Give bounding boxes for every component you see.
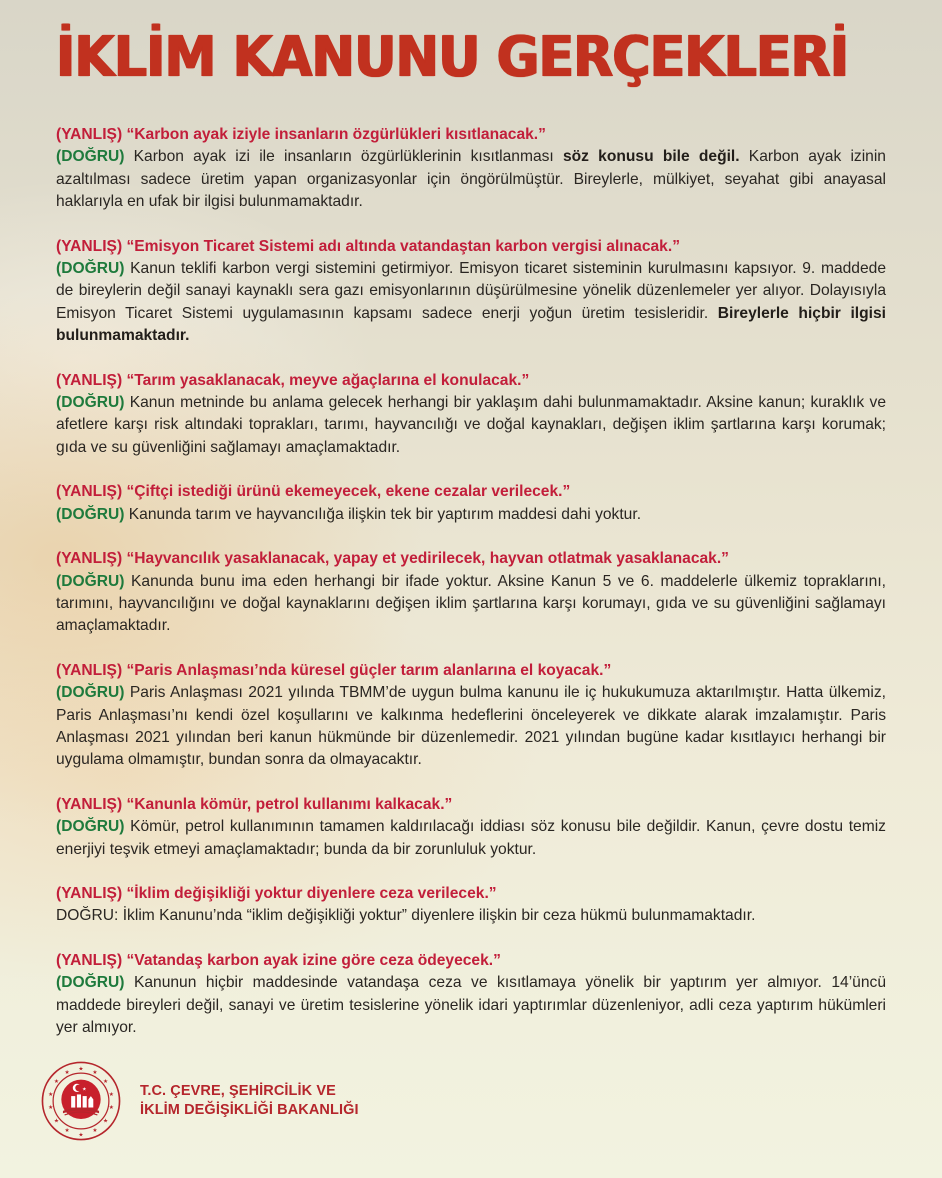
false-claim-line <box>56 370 886 392</box>
false-claim-line <box>56 883 886 905</box>
answer-text: Kanun metninde bu anlama gelecek herhangi bir yaklaşım dahi bulunmamaktadır. Aksine kanun; kuraklık ve afetlere karşı risk altındaki toprakları, tarımı, hayvancılığı ve doğal kaynakları, değişen iklim şartlarına karşı korumak; gıda ve su güvenliğini sağlamayı amaçlamaktadır. <box>56 394 886 456</box>
fact-item <box>56 548 886 638</box>
false-claim-line <box>56 236 886 258</box>
svg-text:★: ★ <box>48 1105 54 1112</box>
svg-text:★: ★ <box>64 1069 70 1076</box>
footer <box>40 1060 359 1142</box>
svg-text:★: ★ <box>53 1118 59 1125</box>
answer-text: Kömür, petrol kullanımının tamamen kaldırılacağı iddiası söz konusu bile değildir. Kanun, çevre dostu temiz enerjiyi teşvik etmeyi amaçlamaktadır; bunda da bir zorunluluk yoktur. <box>56 818 886 858</box>
svg-text:★: ★ <box>82 1087 87 1093</box>
false-claim-line <box>56 481 886 503</box>
ministry-line-2: İKLİM DEĞİŞİKLİĞİ BAKANLIĞI <box>140 1102 359 1118</box>
true-label: (DOĞRU) <box>56 148 125 166</box>
true-answer-line <box>56 392 886 459</box>
false-label: (YANLIŞ) <box>56 483 123 501</box>
true-label: (DOĞRU) <box>56 394 125 412</box>
svg-text:★: ★ <box>103 1078 109 1085</box>
svg-text:★: ★ <box>103 1118 109 1125</box>
true-label-plain: DOĞRU: <box>56 907 119 925</box>
true-label: (DOĞRU) <box>56 505 125 523</box>
ministry-line-1: T.C. ÇEVRE, ŞEHİRCİLİK VE <box>140 1083 336 1099</box>
fact-item <box>56 950 886 1040</box>
fact-item <box>56 794 886 861</box>
svg-text:★: ★ <box>78 1066 84 1073</box>
answer-text: Paris Anlaşması 2021 yılında TBMM’de uygun bulma kanunu ile iç hukukumuza aktarılmıştır. Hatta ülkemiz, Paris Anlaşması’nı kendi özel koşullarını ve kalkınma hedeflerini önceleyerek ve dikkate alarak imzalamıştır. Paris Anlaşması 2021 yılından beri kanun hükmünde bir düzenlemedir. 2021 yılından bugüne kadar kısıtlayıcı herhangi bir uygulama olmamıştır, bundan sonra da olmayacaktır. <box>56 684 886 769</box>
ministry-seal-icon <box>40 1060 122 1142</box>
true-answer-line <box>56 905 886 927</box>
answer-emphasis: Bireylerle hiçbir ilgisi bulunmamaktadır. <box>56 304 886 345</box>
svg-text:★: ★ <box>48 1092 54 1099</box>
fact-item <box>56 236 886 348</box>
false-claim: “Kanunla kömür, petrol kullanımı kalkacak.” <box>126 795 453 813</box>
false-label: (YANLIŞ) <box>56 237 123 255</box>
false-label: (YANLIŞ) <box>56 795 123 813</box>
page-title: İKLİM KANUNU GERÇEKLERİ <box>56 25 849 90</box>
true-label: (DOĞRU) <box>56 974 125 992</box>
false-claim-line <box>56 950 886 972</box>
true-answer-line <box>56 146 886 213</box>
false-claim-line <box>56 548 886 570</box>
false-claim: “Çiftçi istediği ürünü ekemeyecek, ekene cezalar verilecek.” <box>126 483 571 501</box>
false-claim: “Paris Anlaşması’nda küresel güçler tarım alanlarına el koyacak.” <box>126 661 612 679</box>
answer-text: Kanunda tarım ve hayvancılığa ilişkin tek bir yaptırım maddesi dahi yoktur. <box>128 505 642 523</box>
true-label: (DOĞRU) <box>56 572 125 590</box>
false-label: (YANLIŞ) <box>56 661 123 679</box>
false-label: (YANLIŞ) <box>56 550 123 568</box>
false-label: (YANLIŞ) <box>56 884 123 902</box>
false-claim-line <box>56 124 886 146</box>
svg-text:★: ★ <box>78 1132 84 1139</box>
svg-text:★: ★ <box>53 1078 59 1085</box>
ministry-name <box>140 1082 359 1120</box>
false-claim-line <box>56 794 886 816</box>
false-claim: “Hayvancılık yasaklanacak, yapay et yedirilecek, hayvan otlatmak yasaklanacak.” <box>126 550 729 568</box>
false-claim: “Emisyon Ticaret Sistemi adı altında vatandaştan karbon vergisi alınacak.” <box>126 237 680 255</box>
svg-text:★: ★ <box>92 1069 98 1076</box>
answer-text: Karbon ayak izi ile insanların özgürlüklerinin kısıtlanması <box>133 148 563 166</box>
true-answer-line <box>56 816 886 861</box>
fact-item <box>56 660 886 772</box>
answer-text-cont: Karbon ayak izinin azaltılması sadece üretim yapan organizasyonlar için öngörülmüştür. Bireylerle, mülkiyet, seyahat gibi anayasal haklarıyla en ufak bir ilgisi bulunmamaktadır. <box>56 148 886 211</box>
true-answer-line <box>56 258 886 348</box>
answer-text: Kanunda bunu ima eden herhangi bir ifade yoktur. Aksine Kanun 5 ve 6. maddelerle ülkemiz topraklarını, tarımını, hayvancılığını ve doğal kaynaklarını değişen iklim şartlarına karşı korumayı, gıda ve su güvenliğini sağlamayı amaçlamaktadır. <box>56 572 886 635</box>
fact-item <box>56 124 886 214</box>
true-answer-line <box>56 571 886 638</box>
false-claim-line <box>56 660 886 682</box>
true-answer-line <box>56 682 886 772</box>
false-label: (YANLIŞ) <box>56 371 123 389</box>
fact-item <box>56 370 886 460</box>
svg-text:★: ★ <box>92 1128 98 1135</box>
svg-text:★: ★ <box>108 1105 114 1112</box>
answer-text: Kanunun hiçbir maddesinde vatandaşa ceza ve kısıtlamaya yönelik bir yaptırım yer almıyor. 14’üncü maddede bireyleri değil, sanayi ve üretim tesislerine yönelik idari yaptırımlar düzenleniyor, adli ceza yaptırım hükümleri yer almıyor. <box>56 974 886 1036</box>
fact-item <box>56 883 886 928</box>
true-answer-line <box>56 504 886 526</box>
svg-text:★: ★ <box>64 1128 70 1135</box>
answer-text: Kanun teklifi karbon vergi sistemini getirmiyor. Emisyon ticaret sisteminin kurulmasını kapsıyor. 9. maddede de bireylerin değil sanayi kaynaklı sera gazı emisyonlarının düşürülmesine yönelik düzenlemeler yer alıyor. Dolayısıyla Emisyon Ticaret Sistemi uygulamasının kapsamı sadece enerji yoğun üretim tesisleridir. <box>56 260 886 322</box>
answer-emphasis: söz konusu bile değil. <box>562 148 740 166</box>
false-claim: “Karbon ayak iziyle insanların özgürlükleri kısıtlanacak.” <box>126 126 546 143</box>
false-label: (YANLIŞ) <box>56 126 123 143</box>
true-answer-line <box>56 972 886 1039</box>
true-label: (DOĞRU) <box>56 818 125 836</box>
svg-text:★: ★ <box>108 1092 114 1099</box>
false-claim: “İklim değişikliği yoktur diyenlere ceza verilecek.” <box>126 884 497 902</box>
true-label: (DOĞRU) <box>56 684 125 702</box>
facts-list <box>56 124 886 1061</box>
false-claim: “Tarım yasaklanacak, meyve ağaçlarına el konulacak.” <box>126 371 530 389</box>
answer-text: İklim Kanunu’nda “iklim değişikliği yoktur” diyenlere ilişkin bir ceza hükmü bulunmamaktadır. <box>122 907 756 925</box>
true-label: (DOĞRU) <box>56 260 125 278</box>
false-label: (YANLIŞ) <box>56 951 123 969</box>
false-claim: “Vatandaş karbon ayak izine göre ceza ödeyecek.” <box>126 951 501 969</box>
fact-item <box>56 481 886 526</box>
